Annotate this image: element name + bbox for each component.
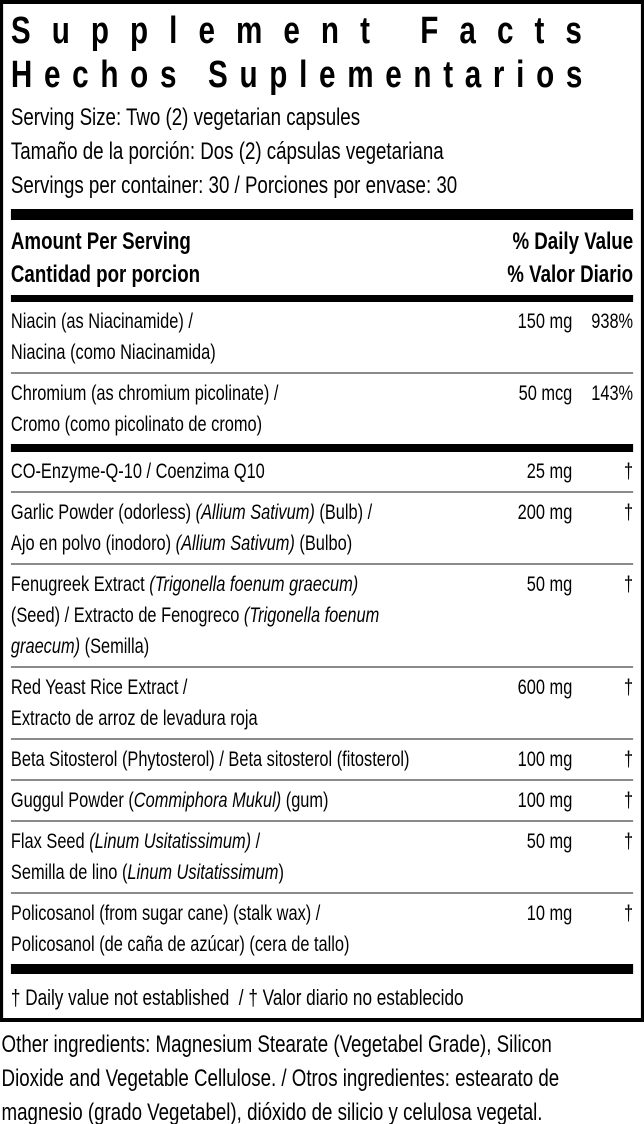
ingredient-name-text: Flax Seed bbox=[10, 830, 90, 853]
latin-name-italic: graecum) bbox=[10, 635, 81, 658]
ingredient-name-line bbox=[11, 826, 487, 857]
header-daily-value bbox=[507, 225, 633, 291]
ingredient-name-text: Red Yeast Rice Extract / bbox=[10, 676, 188, 699]
header-amount-es: Cantidad por porcion bbox=[10, 261, 201, 288]
ingredient-name-text: Beta Sitosterol (Phytosterol) / Beta sitosterol (fitosterol) bbox=[10, 748, 410, 771]
amount-value: 100 mg bbox=[517, 748, 573, 771]
daily-value: † bbox=[624, 748, 634, 771]
other-ingredients-line: magnesio (grado Vegetabel), dióxido de silicio y celulosa vegetal. bbox=[1, 1099, 543, 1124]
amount-value: 25 mg bbox=[526, 460, 573, 483]
ingredient-name-text: CO-Enzyme-Q-10 / Coenzima Q10 bbox=[10, 460, 265, 483]
ingredient-name bbox=[11, 378, 487, 440]
daily-value: 938% bbox=[591, 310, 634, 333]
ingredient-name-line bbox=[11, 528, 487, 559]
ingredient-name-line bbox=[11, 744, 487, 775]
ingredient-name-line bbox=[11, 306, 487, 337]
table-row bbox=[11, 302, 633, 372]
table-row bbox=[11, 372, 633, 444]
table-header bbox=[11, 220, 633, 295]
latin-name-italic: (Allium Sativum) bbox=[175, 532, 295, 555]
ingredient-name-text: Semilla de lino ( bbox=[10, 861, 128, 884]
ingredient-name-line bbox=[11, 631, 487, 662]
table-row bbox=[11, 738, 633, 779]
thick-divider-top bbox=[11, 209, 633, 220]
ingredient-name-text: Ajo en polvo (inodoro) bbox=[10, 532, 176, 555]
ingredient-name-line bbox=[11, 929, 487, 960]
ingredient-name-text: ) bbox=[278, 861, 284, 884]
daily-value: † bbox=[624, 902, 634, 925]
daily-value: 143% bbox=[591, 382, 634, 405]
latin-name-italic: (Linum Usitatissimum) bbox=[89, 830, 252, 853]
serving-info-line: Servings per container: 30 / Porciones por envase: 30 bbox=[10, 172, 458, 199]
ingredient-name bbox=[11, 456, 487, 487]
table-row bbox=[11, 563, 633, 666]
daily-value: † bbox=[624, 789, 634, 812]
section-divider bbox=[11, 444, 633, 452]
ingredient-name-line bbox=[11, 409, 487, 440]
header-dv-en: % Daily Value bbox=[512, 228, 634, 255]
daily-value: † bbox=[624, 460, 634, 483]
other-ingredients-block bbox=[0, 1028, 644, 1124]
ingredient-name bbox=[11, 898, 487, 960]
ingredient-name-text: Garlic Powder (odorless) bbox=[10, 501, 196, 524]
ingredient-name-line bbox=[11, 456, 487, 487]
ingredient-name-text: / bbox=[251, 830, 261, 853]
daily-value: † bbox=[624, 676, 634, 699]
ingredient-name-text: Policosanol (from sugar cane) (stalk wax) / bbox=[10, 902, 321, 925]
amount-value: 100 mg bbox=[517, 789, 573, 812]
ingredient-name-line bbox=[11, 600, 487, 631]
table-row bbox=[11, 666, 633, 738]
nutrient-rows-section bbox=[11, 302, 633, 444]
table-row bbox=[11, 820, 633, 892]
title-english: Supplement Facts bbox=[10, 10, 603, 52]
table-row bbox=[11, 491, 633, 563]
ingredient-name-text: Niacin (as Niacinamide) / bbox=[10, 310, 193, 333]
ingredient-name bbox=[11, 744, 487, 775]
ingredient-name-line bbox=[11, 703, 487, 734]
serving-info-block bbox=[11, 97, 633, 209]
ingredient-name-text: Extracto de arroz de levadura roja bbox=[10, 707, 258, 730]
ingredient-name bbox=[11, 672, 487, 734]
other-ingredients-line: Other ingredients: Magnesium Stearate (Vegetabel Grade), Silicon bbox=[1, 1031, 552, 1058]
ingredient-name-text: (gum) bbox=[281, 789, 329, 812]
ingredient-name-line bbox=[11, 672, 487, 703]
ingredient-name-line bbox=[11, 857, 487, 888]
amount-value: 50 mg bbox=[526, 830, 573, 853]
header-divider bbox=[11, 295, 633, 302]
ingredient-name bbox=[11, 785, 487, 816]
ingredient-name-text: Policosanol (de caña de azúcar) (cera de tallo) bbox=[10, 933, 350, 956]
amount-value: 50 mcg bbox=[518, 382, 573, 405]
latin-name-italic: Linum Usitatissimum bbox=[127, 861, 279, 884]
ingredient-name-line bbox=[11, 337, 487, 368]
ingredient-name-text: (Bulb) / bbox=[314, 501, 373, 524]
latin-name-italic: (Trigonella foenum bbox=[243, 604, 380, 627]
amount-value: 150 mg bbox=[517, 310, 573, 333]
header-amount-per-serving bbox=[11, 225, 200, 291]
latin-name-italic: (Trigonella foenum graecum) bbox=[149, 573, 359, 596]
ingredient-name-text: (Semilla) bbox=[80, 635, 150, 658]
table-row bbox=[11, 452, 633, 491]
ingredient-name-line bbox=[11, 898, 487, 929]
daily-value: † bbox=[624, 830, 634, 853]
thick-divider-bottom bbox=[11, 964, 633, 974]
ingredient-name bbox=[11, 826, 487, 888]
daily-value: † bbox=[624, 501, 634, 524]
ingredient-name-line bbox=[11, 785, 487, 816]
daily-value: † bbox=[624, 573, 634, 596]
latin-name-italic: (Allium Sativum) bbox=[195, 501, 315, 524]
title-spanish: Hechos Suplementarios bbox=[10, 54, 595, 96]
amount-value: 600 mg bbox=[517, 676, 573, 699]
header-amount-en: Amount Per Serving bbox=[10, 228, 191, 255]
table-row bbox=[11, 779, 633, 820]
daily-value-footnote: † Daily value not established / † Valor diario no establecido bbox=[10, 985, 464, 1010]
ingredient-name-line bbox=[11, 497, 487, 528]
ingredient-name-text: Guggul Powder ( bbox=[10, 789, 134, 812]
serving-info-line: Tamaño de la porción: Dos (2) cápsulas vegetariana bbox=[10, 138, 444, 165]
amount-value: 10 mg bbox=[526, 902, 573, 925]
ingredient-name bbox=[11, 497, 487, 559]
header-dv-es: % Valor Diario bbox=[507, 261, 634, 288]
latin-name-italic: Commiphora Mukul) bbox=[133, 789, 282, 812]
ingredient-name-text: (Seed) / Extracto de Fenogreco bbox=[10, 604, 244, 627]
ingredient-name bbox=[11, 569, 487, 662]
ingredient-name-line bbox=[11, 378, 487, 409]
ingredient-name-line bbox=[11, 569, 487, 600]
ingredient-name-text: Cromo (como picolinato de cromo) bbox=[10, 413, 263, 436]
amount-value: 200 mg bbox=[517, 501, 573, 524]
ingredient-name-text: Fenugreek Extract bbox=[10, 573, 150, 596]
ingredient-name-text: Chromium (as chromium picolinate) / bbox=[10, 382, 279, 405]
amount-value: 50 mg bbox=[526, 573, 573, 596]
ingredient-name-text: (Bulbo) bbox=[294, 532, 353, 555]
serving-info-line: Serving Size: Two (2) vegetarian capsules bbox=[10, 104, 361, 131]
other-ingredients-line: Dioxide and Vegetable Cellulose. / Otros ingredientes: estearato de bbox=[1, 1065, 560, 1092]
ingredient-name-text: Niacina (como Niacinamida) bbox=[10, 341, 216, 364]
ingredient-name bbox=[11, 306, 487, 368]
botanical-rows-section bbox=[11, 452, 633, 964]
table-row bbox=[11, 892, 633, 964]
